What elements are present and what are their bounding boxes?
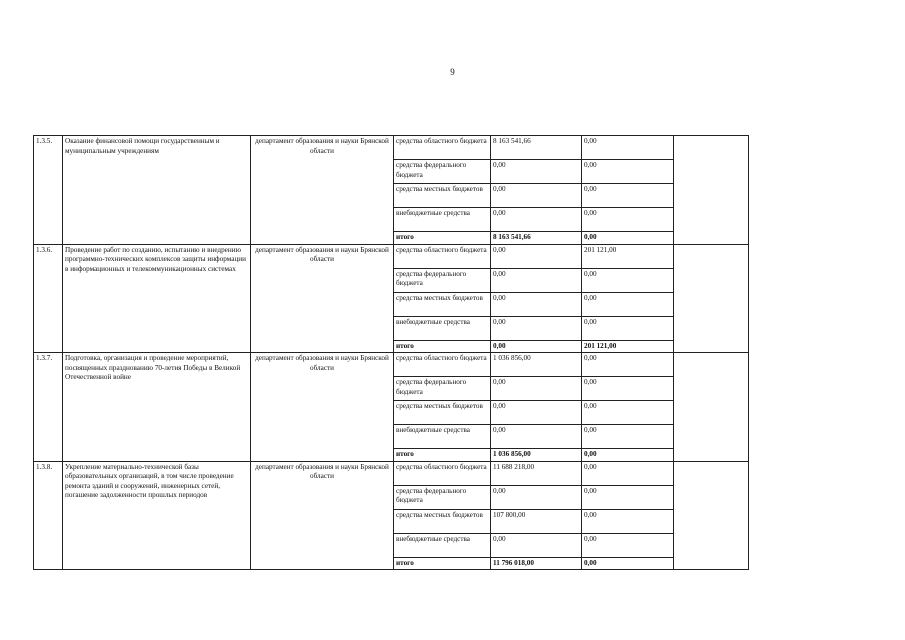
total-label: итого: [394, 232, 491, 245]
empty-cell: [674, 244, 749, 353]
funding-source: средства федерального бюджета: [394, 268, 491, 292]
item-number: 1.3.8.: [34, 461, 63, 570]
funding-source: внебюджетные средства: [394, 316, 491, 340]
amount-cell: 0,00: [491, 184, 582, 208]
item-name: Оказание финансовой помощи государственным и муниципальным учреждениям: [63, 136, 251, 245]
item-number: 1.3.6.: [34, 244, 63, 353]
table-row: [34, 461, 749, 485]
funding-source: средства федерального бюджета: [394, 377, 491, 401]
amount-cell: 201 121,00: [582, 244, 674, 268]
amount-cell: 0,00: [582, 509, 674, 533]
funding-source: средства местных бюджетов: [394, 184, 491, 208]
amount-cell: 0,00: [582, 485, 674, 509]
total-label: итого: [394, 340, 491, 353]
item-name: Подготовка, организация и проведение мероприятий, посвященных празднованию 70-летия Победы в Великой Отечественной войне: [63, 353, 251, 462]
item-number: 1.3.5.: [34, 136, 63, 245]
funding-source: внебюджетные средства: [394, 425, 491, 449]
empty-cell: [674, 136, 749, 245]
amount-cell: 0,00: [582, 425, 674, 449]
table-row: [34, 244, 749, 268]
amount-cell: 0,00: [491, 160, 582, 184]
amount-cell: 0,00: [491, 485, 582, 509]
amount-cell: 0,00: [491, 244, 582, 268]
funding-source: средства местных бюджетов: [394, 292, 491, 316]
amount-cell: 0,00: [582, 461, 674, 485]
amount-cell: 0,00: [582, 377, 674, 401]
amount-cell: 0,00: [491, 425, 582, 449]
amount-cell: 0,00: [582, 208, 674, 232]
total-amount: 8 163 541,66: [491, 232, 582, 245]
responsible-department: департамент образования и науки Брянской области: [251, 136, 394, 245]
amount-cell: 8 163 541,66: [491, 136, 582, 160]
funding-source: средства местных бюджетов: [394, 401, 491, 425]
amount-cell: 0,00: [582, 136, 674, 160]
item-name: Укрепление материально-технической базы образовательных организаций, в том числе проведение ремонта зданий и сооружений, инженерных сетей, погашение задолженности прошлых периодов: [63, 461, 251, 570]
amount-cell: 0,00: [582, 353, 674, 377]
item-name: Проведение работ по созданию, испытанию и внедрению программно-технических комплексов защиты информации в информационных и телекоммуникационных системах: [63, 244, 251, 353]
total-amount: 0,00: [582, 449, 674, 462]
total-label: итого: [394, 449, 491, 462]
amount-cell: 1 036 856,00: [491, 353, 582, 377]
amount-cell: 0,00: [582, 292, 674, 316]
table-row: [34, 353, 749, 377]
amount-cell: 11 688 218,00: [491, 461, 582, 485]
page-number: 9: [450, 67, 455, 77]
funding-source: средства федерального бюджета: [394, 160, 491, 184]
responsible-department: департамент образования и науки Брянской области: [251, 353, 394, 462]
total-amount: 0,00: [491, 340, 582, 353]
amount-cell: 0,00: [582, 160, 674, 184]
amount-cell: 0,00: [491, 401, 582, 425]
funding-source: средства областного бюджета: [394, 461, 491, 485]
funding-source: средства федерального бюджета: [394, 485, 491, 509]
amount-cell: 0,00: [491, 377, 582, 401]
amount-cell: 0,00: [582, 316, 674, 340]
amount-cell: 0,00: [491, 316, 582, 340]
table-row: [34, 136, 749, 160]
total-amount: 1 036 856,00: [491, 449, 582, 462]
amount-cell: 0,00: [582, 184, 674, 208]
funding-source: внебюджетные средства: [394, 208, 491, 232]
funding-source: средства областного бюджета: [394, 136, 491, 160]
total-label: итого: [394, 557, 491, 570]
amount-cell: 0,00: [491, 268, 582, 292]
amount-cell: 0,00: [582, 533, 674, 557]
amount-cell: 0,00: [491, 292, 582, 316]
amount-cell: 0,00: [582, 268, 674, 292]
item-number: 1.3.7.: [34, 353, 63, 462]
amount-cell: 0,00: [491, 208, 582, 232]
total-amount: 11 796 018,00: [491, 557, 582, 570]
empty-cell: [674, 353, 749, 462]
funding-source: средства областного бюджета: [394, 353, 491, 377]
amount-cell: 0,00: [491, 533, 582, 557]
responsible-department: департамент образования и науки Брянской области: [251, 461, 394, 570]
empty-cell: [674, 461, 749, 570]
total-amount: 0,00: [582, 232, 674, 245]
budget-table: [33, 135, 749, 570]
budget-table-body: [34, 136, 749, 570]
total-amount: 201 121,00: [582, 340, 674, 353]
funding-source: внебюджетные средства: [394, 533, 491, 557]
responsible-department: департамент образования и науки Брянской области: [251, 244, 394, 353]
total-amount: 0,00: [582, 557, 674, 570]
funding-source: средства областного бюджета: [394, 244, 491, 268]
funding-source: средства местных бюджетов: [394, 509, 491, 533]
amount-cell: 107 800,00: [491, 509, 582, 533]
amount-cell: 0,00: [582, 401, 674, 425]
